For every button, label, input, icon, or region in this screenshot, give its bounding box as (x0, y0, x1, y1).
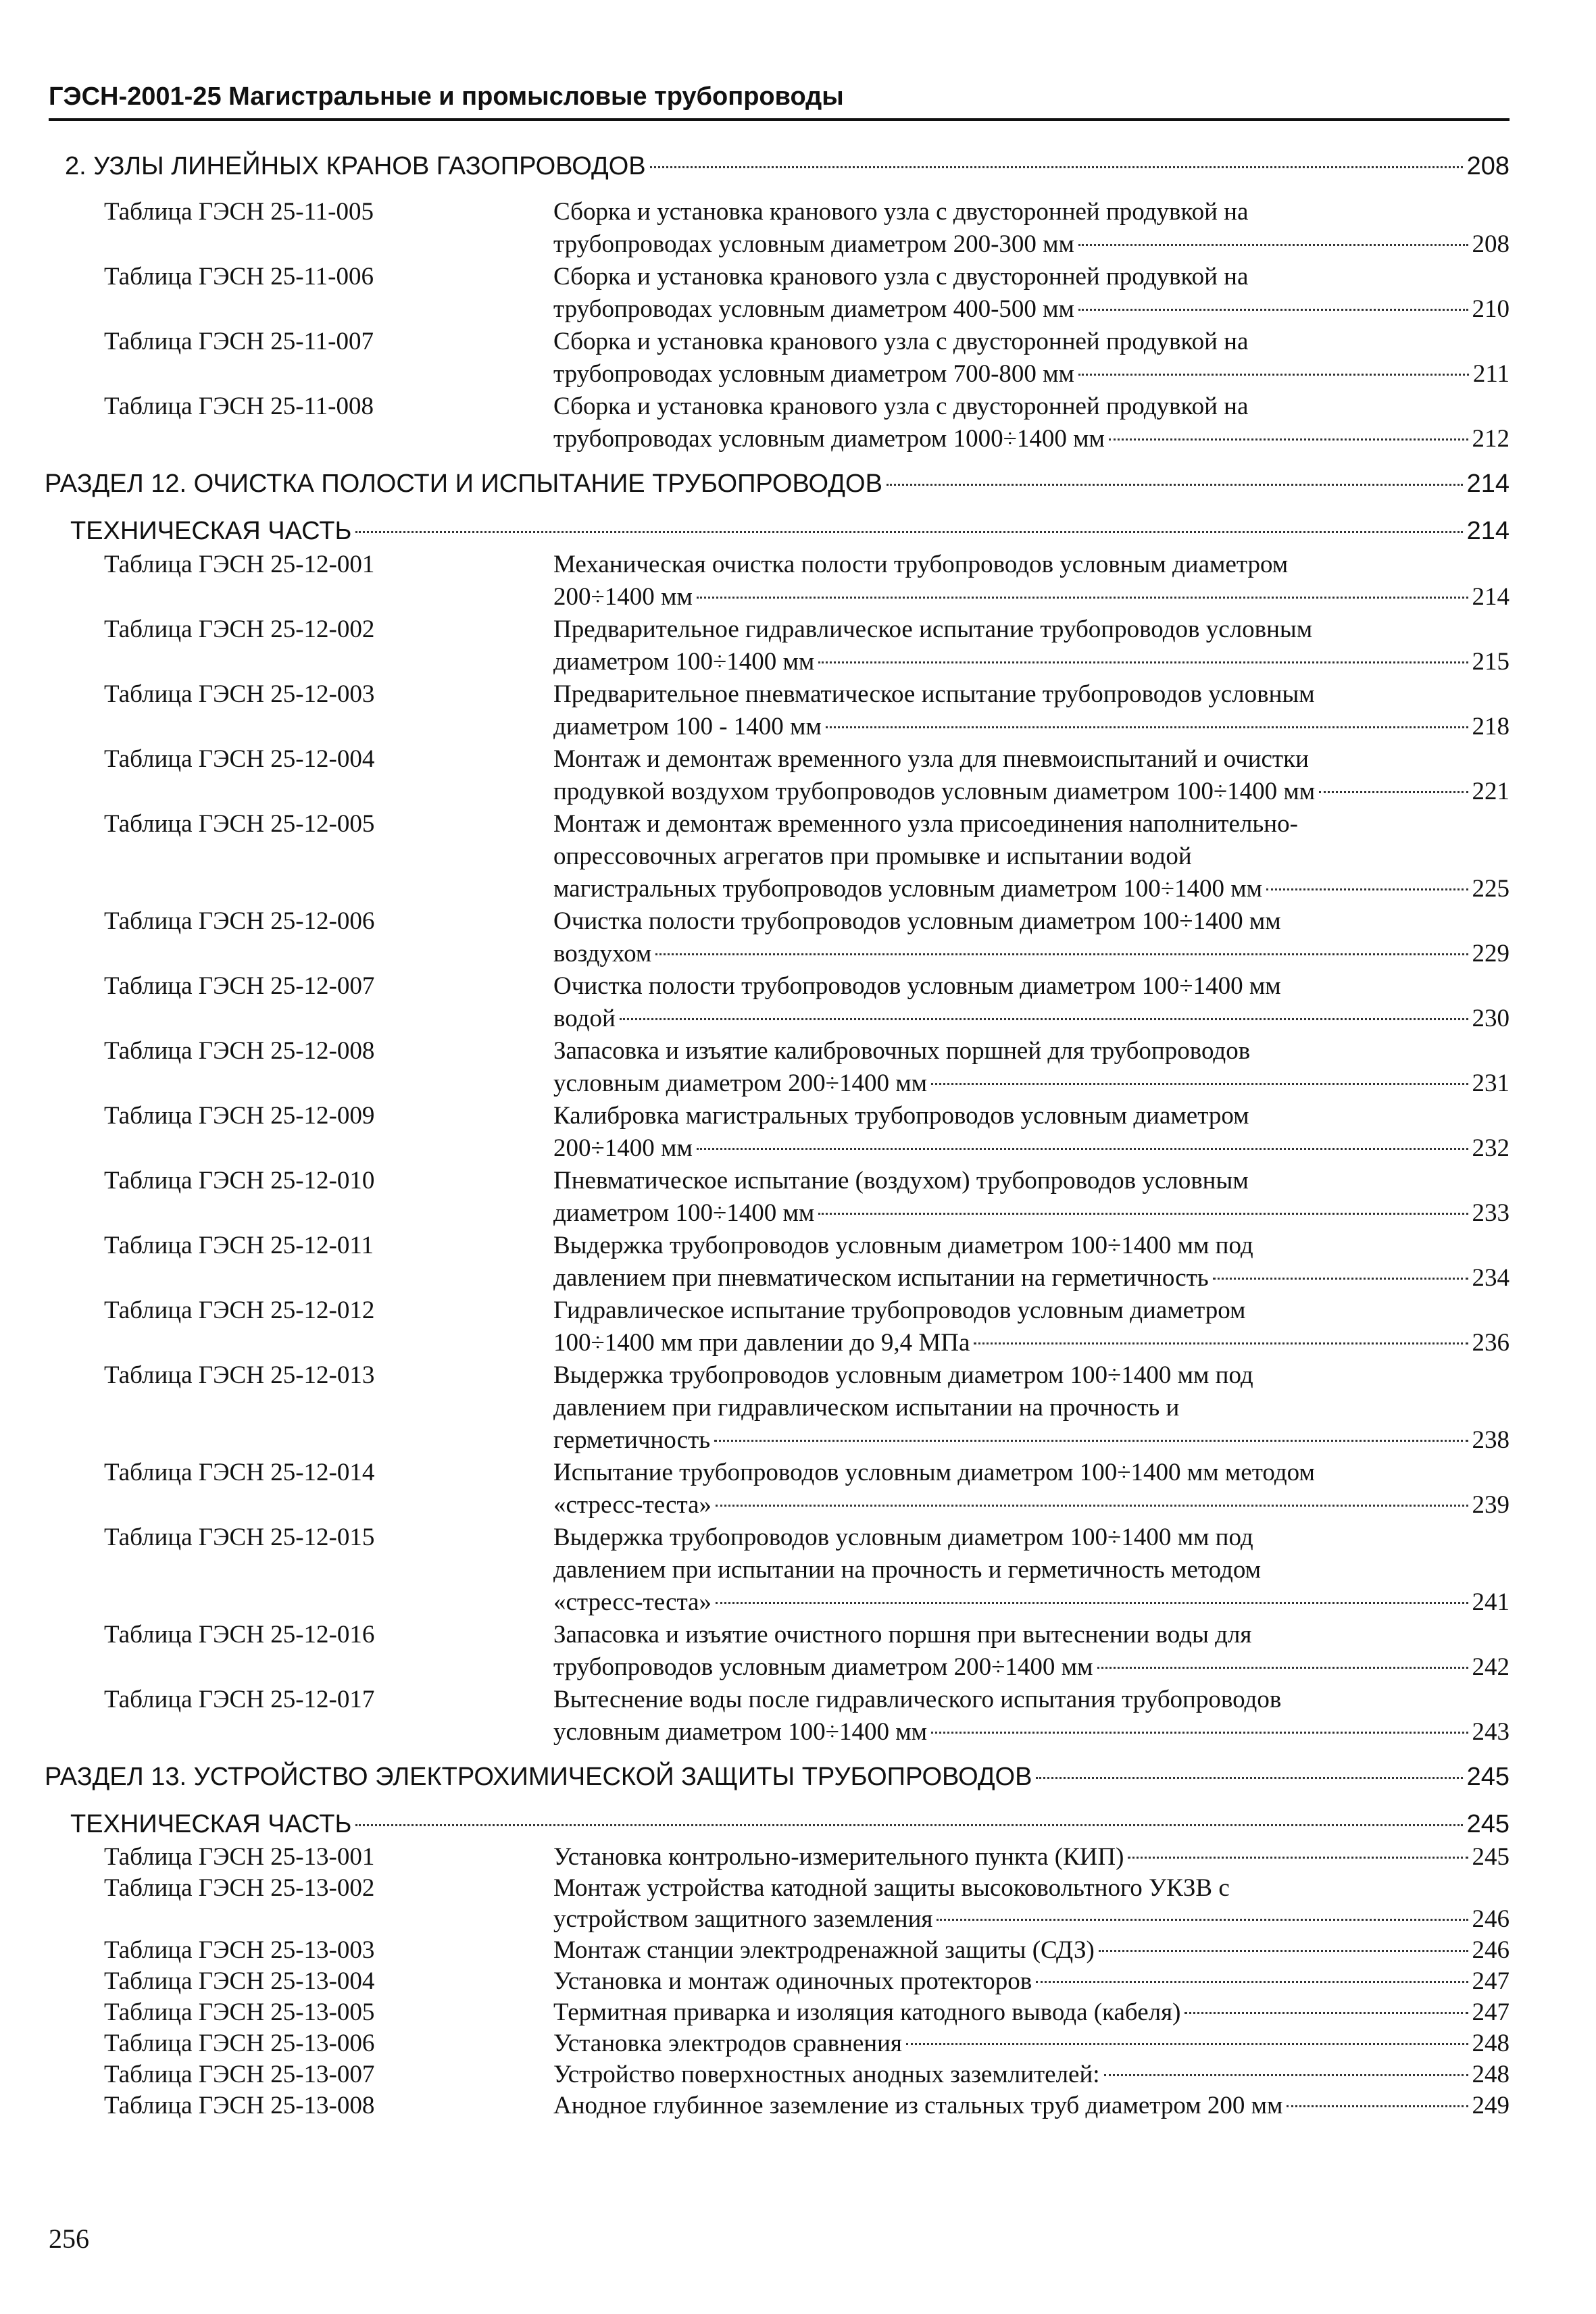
page-ref: 231 (1472, 1070, 1510, 1097)
dot-leader (620, 1018, 1468, 1020)
entry-description (553, 2028, 1510, 2059)
table-code: Таблица ГЭСН 25-13-008 (104, 2092, 375, 2119)
description-line: Предварительное пневматическое испытание трубопроводов условным (553, 680, 1315, 708)
description-last-line (553, 228, 1510, 261)
technical-part-title: ТЕХНИЧЕСКАЯ ЧАСТЬ (70, 517, 352, 545)
toc-technical-part-13[interactable] (70, 1808, 1510, 1840)
entry-description (553, 1842, 1510, 1873)
description-line: давлением при гидравлическом испытании на прочность и (553, 1394, 1180, 1422)
toc-entry[interactable] (70, 2059, 1510, 2090)
table-code: Таблица ГЭСН 25-12-005 (104, 810, 375, 838)
entry-description (553, 808, 1510, 905)
toc-entry[interactable] (70, 2028, 1510, 2059)
page-ref: 246 (1472, 1936, 1510, 1964)
dot-leader (355, 1824, 1462, 1826)
table-code: Таблица ГЭСН 25-13-004 (104, 1967, 375, 1995)
description-line: 200÷1400 мм (553, 1134, 693, 1162)
page-ref: 241 (1472, 1588, 1510, 1616)
toc-entry[interactable] (70, 613, 1510, 678)
dot-leader (1184, 2012, 1468, 2014)
description-line: Установка и монтаж одиночных протекторов (553, 1967, 1032, 1995)
dot-leader (931, 1732, 1468, 1734)
description-line: Термитная приварка и изоляция катодного вывода (кабеля) (553, 1998, 1181, 2026)
table-code: Таблица ГЭСН 25-13-007 (104, 2061, 375, 2088)
toc-entry[interactable] (70, 970, 1510, 1035)
description-line: Установка контрольно-измерительного пункта (КИП) (553, 1843, 1124, 1871)
description-last-line (553, 711, 1510, 743)
dot-leader (1099, 1950, 1468, 1952)
table-code: Таблица ГЭСН 25-12-013 (104, 1361, 375, 1389)
description-last-line (553, 1651, 1510, 1684)
description-line: Механическая очистка полости трубопроводов условным диаметром (553, 551, 1289, 578)
dot-leader (1036, 1777, 1462, 1779)
description-line: 100÷1400 мм при давлении до 9,4 МПа (553, 1329, 970, 1357)
description-last-line (553, 1262, 1510, 1294)
dot-leader (931, 1083, 1468, 1085)
table-code: Таблица ГЭСН 25-12-017 (104, 1686, 375, 1713)
table-code: Таблица ГЭСН 25-13-001 (104, 1843, 375, 1871)
entry-description (553, 1619, 1510, 1684)
dot-leader (1036, 1981, 1468, 1983)
description-line: Запасовка и изъятие очистного поршня при вытеснении воды для (553, 1621, 1252, 1649)
page-ref: 211 (1472, 360, 1510, 388)
dot-leader (697, 1148, 1468, 1150)
description-line: Выдержка трубопроводов условным диаметром 100÷1400 мм под (553, 1361, 1253, 1389)
section-title: 2. УЗЛЫ ЛИНЕЙНЫХ КРАНОВ ГАЗОПРОВОДОВ (65, 152, 646, 180)
description-line: Очистка полости трубопроводов условным диаметром 100÷1400 мм (553, 972, 1281, 1000)
entry-description (553, 1684, 1510, 1749)
table-code: Таблица ГЭСН 25-12-001 (104, 551, 375, 578)
page-ref: 221 (1472, 778, 1510, 805)
description-last-line (553, 1327, 1510, 1359)
page-ref: 215 (1472, 648, 1510, 676)
page-ref: 208 (1466, 152, 1510, 180)
page-ref: 239 (1472, 1491, 1510, 1519)
description-last-line (553, 1935, 1510, 1966)
table-code: Таблица ГЭСН 25-12-002 (104, 615, 375, 643)
dot-leader (655, 953, 1468, 955)
toc-section-13[interactable] (45, 1761, 1510, 1793)
description-last-line (553, 873, 1510, 905)
dot-leader (1109, 438, 1468, 441)
entry-description (553, 1359, 1510, 1457)
table-code: Таблица ГЭСН 25-12-011 (104, 1232, 374, 1259)
description-line: Предварительное гидравлическое испытание трубопроводов условным (553, 615, 1313, 643)
description-line: Пневматическое испытание (воздухом) трубопроводов условным (553, 1167, 1249, 1194)
description-last-line (553, 1716, 1510, 1749)
description-line: условным диаметром 200÷1400 мм (553, 1070, 928, 1097)
entry-description (553, 970, 1510, 1035)
dot-leader (716, 1505, 1468, 1507)
description-line: диаметром 100÷1400 мм (553, 648, 815, 676)
toc-entry[interactable] (70, 1100, 1510, 1165)
entry-description (553, 678, 1510, 743)
dot-leader (887, 484, 1463, 486)
page-ref: 212 (1472, 425, 1510, 453)
dot-leader (714, 1440, 1468, 1442)
toc-entry[interactable] (70, 261, 1510, 326)
description-last-line (553, 423, 1510, 455)
page-ref: 245 (1466, 1763, 1510, 1791)
description-line: Сборка и установка кранового узла с двусторонней продувкой на (553, 328, 1249, 355)
toc-entry[interactable] (70, 1294, 1510, 1359)
description-line: «стресс-теста» (553, 1588, 712, 1616)
dot-leader (974, 1342, 1468, 1344)
description-line: трубопроводах условным диаметром 400-500 мм (553, 295, 1074, 323)
description-line: Монтаж и демонтаж временного узла для пневмоиспытаний и очистки (553, 745, 1309, 773)
description-last-line (553, 1586, 1510, 1619)
entry-description (553, 1873, 1510, 1935)
table-code: Таблица ГЭСН 25-12-012 (104, 1297, 375, 1324)
toc-entry[interactable] (70, 1966, 1510, 1997)
description-line: Сборка и установка кранового узла с двусторонней продувкой на (553, 198, 1249, 226)
description-line: Установка электродов сравнения (553, 2030, 902, 2057)
page-ref: 247 (1472, 1967, 1510, 1995)
table-of-contents (45, 150, 1510, 2121)
entry-description (553, 391, 1510, 455)
entry-description (553, 196, 1510, 261)
description-line: Монтаж и демонтаж временного узла присоединения наполнительно- (553, 810, 1298, 838)
page-ref: 246 (1472, 1905, 1510, 1933)
page-ref: 243 (1472, 1718, 1510, 1746)
page-ref: 233 (1472, 1199, 1510, 1227)
toc-entry[interactable] (70, 1457, 1510, 1521)
table-code: Таблица ГЭСН 25-12-007 (104, 972, 375, 1000)
description-line: диаметром 100÷1400 мм (553, 1199, 815, 1227)
entry-description (553, 1100, 1510, 1165)
toc-entry[interactable] (70, 2090, 1510, 2121)
description-last-line (553, 581, 1510, 613)
description-line: давлением при испытании на прочность и герметичность методом (553, 1556, 1262, 1584)
page-number: 256 (49, 2223, 89, 2254)
description-line: Анодное глубинное заземление из стальных труб диаметром 200 мм (553, 2092, 1283, 2119)
entry-description (553, 743, 1510, 808)
dot-leader (355, 531, 1462, 533)
description-line: Вытеснение воды после гидравлического испытания трубопроводов (553, 1686, 1282, 1713)
page-ref: 214 (1466, 517, 1510, 545)
toc-entry[interactable] (70, 326, 1510, 391)
table-code: Таблица ГЭСН 25-12-015 (104, 1524, 375, 1551)
description-last-line (553, 938, 1510, 970)
table-code: Таблица ГЭСН 25-11-006 (104, 263, 374, 291)
description-last-line (553, 2028, 1510, 2059)
table-code: Таблица ГЭСН 25-12-008 (104, 1037, 375, 1065)
entry-description (553, 1997, 1510, 2028)
page-ref: 245 (1466, 1810, 1510, 1838)
running-header: ГЭСН-2001-25 Магистральные и промысловые трубопроводы (49, 82, 1510, 121)
entry-description (553, 1035, 1510, 1100)
entry-description (553, 1935, 1510, 1966)
description-line: диаметром 100 - 1400 мм (553, 713, 822, 740)
table-code: Таблица ГЭСН 25-12-003 (104, 680, 375, 708)
description-last-line (553, 293, 1510, 326)
dot-leader (697, 597, 1468, 599)
description-line: «стресс-теста» (553, 1491, 712, 1519)
dot-leader (818, 661, 1468, 663)
entry-description (553, 905, 1510, 970)
toc-list-section-13 (70, 1842, 1510, 2121)
dot-leader (906, 2043, 1468, 2045)
page-ref: 247 (1472, 1998, 1510, 2026)
table-code: Таблица ГЭСН 25-12-006 (104, 907, 375, 935)
toc-entry[interactable] (70, 1997, 1510, 2028)
page-ref: 245 (1472, 1843, 1510, 1871)
entry-description (553, 549, 1510, 613)
toc-entry[interactable] (70, 1230, 1510, 1294)
page-ref: 242 (1472, 1653, 1510, 1681)
dot-leader (1097, 1667, 1468, 1669)
dot-leader (1078, 309, 1468, 311)
dot-leader (937, 1919, 1468, 1921)
table-code: Таблица ГЭСН 25-11-007 (104, 328, 374, 355)
dot-leader (1213, 1278, 1468, 1280)
page-ref: 225 (1472, 875, 1510, 903)
toc-entry[interactable] (70, 196, 1510, 261)
toc-entry[interactable] (70, 1521, 1510, 1619)
description-line: трубопроводах условным диаметром 700-800 мм (553, 360, 1074, 388)
table-code: Таблица ГЭСН 25-12-009 (104, 1102, 375, 1130)
description-last-line (553, 776, 1510, 808)
entry-description (553, 261, 1510, 326)
description-line: магистральных трубопроводов условным диаметром 100÷1400 мм (553, 875, 1263, 903)
description-line: Очистка полости трубопроводов условным диаметром 100÷1400 мм (553, 907, 1281, 935)
description-line: трубопроводах условным диаметром 200-300 мм (553, 230, 1074, 258)
toc-entry[interactable] (70, 391, 1510, 455)
entry-description (553, 1165, 1510, 1230)
toc-entry[interactable] (70, 678, 1510, 743)
page-ref: 248 (1472, 2030, 1510, 2057)
page-ref: 210 (1472, 295, 1510, 323)
table-code: Таблица ГЭСН 25-12-014 (104, 1459, 375, 1486)
table-code: Таблица ГЭСН 25-13-006 (104, 2030, 375, 2057)
toc-entry[interactable] (70, 905, 1510, 970)
table-code: Таблица ГЭСН 25-12-004 (104, 745, 375, 773)
page-ref: 249 (1472, 2092, 1510, 2119)
toc-entry[interactable] (70, 1684, 1510, 1749)
description-last-line (553, 646, 1510, 678)
toc-entry[interactable] (70, 1873, 1510, 1935)
toc-entry[interactable] (70, 1842, 1510, 1873)
table-code: Таблица ГЭСН 25-11-005 (104, 198, 374, 226)
dot-leader (716, 1602, 1468, 1604)
toc-entry[interactable] (70, 808, 1510, 905)
dot-leader (826, 726, 1468, 728)
description-line: Монтаж устройства катодной защиты высоковольтного УКЗВ с (553, 1874, 1230, 1902)
page-ref: 229 (1472, 940, 1510, 967)
entry-description (553, 2090, 1510, 2121)
dot-leader (650, 166, 1463, 168)
dot-leader (1266, 888, 1468, 890)
table-code: Таблица ГЭСН 25-12-016 (104, 1621, 375, 1649)
page-ref: 238 (1472, 1426, 1510, 1454)
description-line: Выдержка трубопроводов условным диаметром 100÷1400 мм под (553, 1524, 1253, 1551)
entry-description (553, 1521, 1510, 1619)
description-last-line (553, 2090, 1510, 2121)
description-line: продувкой воздухом трубопроводов условным диаметром 100÷1400 мм (553, 778, 1316, 805)
description-last-line (553, 1132, 1510, 1165)
description-last-line (553, 1997, 1510, 2028)
entry-description (553, 1457, 1510, 1521)
description-line: Сборка и установка кранового узла с двусторонней продувкой на (553, 263, 1249, 291)
page-ref: 230 (1472, 1005, 1510, 1032)
toc-entry[interactable] (70, 1359, 1510, 1457)
description-line: Калибровка магистральных трубопроводов условным диаметром (553, 1102, 1249, 1130)
table-code: Таблица ГЭСН 25-13-003 (104, 1936, 375, 1964)
description-line: Гидравлическое испытание трубопроводов условным диаметром (553, 1297, 1246, 1324)
dot-leader (1319, 791, 1468, 793)
description-last-line (553, 1966, 1510, 1997)
dot-leader (1078, 374, 1469, 376)
page-ref: 234 (1472, 1264, 1510, 1292)
toc-entry[interactable] (70, 743, 1510, 808)
description-line: Испытание трубопроводов условным диаметром 100÷1400 мм методом (553, 1459, 1315, 1486)
toc-section-12[interactable] (45, 468, 1510, 500)
toc-technical-part-12[interactable] (70, 515, 1510, 547)
description-line: 200÷1400 мм (553, 583, 693, 611)
toc-entry[interactable] (70, 1165, 1510, 1230)
table-code: Таблица ГЭСН 25-13-005 (104, 1998, 375, 2026)
toc-entry[interactable] (70, 1935, 1510, 1966)
entry-description (553, 1294, 1510, 1359)
description-last-line (553, 1842, 1510, 1873)
description-line: Выдержка трубопроводов условным диаметром 100÷1400 мм под (553, 1232, 1253, 1259)
dot-leader (1287, 2105, 1468, 2107)
description-last-line (553, 1489, 1510, 1521)
page-ref: 218 (1472, 713, 1510, 740)
toc-entry[interactable] (70, 1035, 1510, 1100)
page-ref: 208 (1472, 230, 1510, 258)
dot-leader (1078, 244, 1468, 246)
description-line: устройством защитного заземления (553, 1905, 933, 1933)
description-line: Устройство поверхностных анодных заземлителей: (553, 2061, 1100, 2088)
entry-description (553, 613, 1510, 678)
dot-leader (818, 1213, 1468, 1215)
entry-description (553, 326, 1510, 391)
description-last-line (553, 358, 1510, 391)
entry-description (553, 1966, 1510, 1997)
description-line: опрессовочных агрегатов при промывке и испытании водой (553, 842, 1192, 870)
toc-entry[interactable] (70, 1619, 1510, 1684)
description-last-line (553, 1904, 1510, 1935)
section-title: РАЗДЕЛ 13. УСТРОЙСТВО ЭЛЕКТРОХИМИЧЕСКОЙ ЗАЩИТЫ ТРУБОПРОВОДОВ (45, 1763, 1032, 1791)
description-last-line (553, 1424, 1510, 1457)
description-line: условным диаметром 100÷1400 мм (553, 1718, 928, 1746)
description-last-line (553, 1003, 1510, 1035)
toc-list-section-12 (70, 549, 1510, 1749)
description-line: трубопроводах условным диаметром 1000÷1400 мм (553, 425, 1105, 453)
description-line: давлением при пневматическом испытании на герметичность (553, 1264, 1209, 1292)
description-line: Запасовка и изъятие калибровочных поршней для трубопроводов (553, 1037, 1251, 1065)
table-code: Таблица ГЭСН 25-11-008 (104, 393, 374, 420)
dot-leader (1104, 2074, 1468, 2076)
page-ref: 232 (1472, 1134, 1510, 1162)
description-line: водой (553, 1005, 616, 1032)
description-line: воздухом (553, 940, 652, 967)
description-line: герметичность (553, 1426, 711, 1454)
toc-section-2[interactable] (65, 150, 1510, 182)
toc-list-section-11 (70, 196, 1510, 455)
dot-leader (1128, 1857, 1468, 1859)
toc-entry[interactable] (70, 549, 1510, 613)
page-ref: 214 (1472, 583, 1510, 611)
table-code: Таблица ГЭСН 25-13-002 (104, 1874, 375, 1902)
description-last-line (553, 1197, 1510, 1230)
description-last-line (553, 2059, 1510, 2090)
page-ref: 236 (1472, 1329, 1510, 1357)
table-code: Таблица ГЭСН 25-12-010 (104, 1167, 375, 1194)
description-line: Монтаж станции электродренажной защиты (СДЗ) (553, 1936, 1095, 1964)
description-line: трубопроводов условным диаметром 200÷1400 мм (553, 1653, 1093, 1681)
page-ref: 248 (1472, 2061, 1510, 2088)
description-last-line (553, 1067, 1510, 1100)
entry-description (553, 1230, 1510, 1294)
description-line: Сборка и установка кранового узла с двусторонней продувкой на (553, 393, 1249, 420)
entry-description (553, 2059, 1510, 2090)
section-title: РАЗДЕЛ 12. ОЧИСТКА ПОЛОСТИ И ИСПЫТАНИЕ ТРУБОПРОВОДОВ (45, 470, 882, 498)
technical-part-title: ТЕХНИЧЕСКАЯ ЧАСТЬ (70, 1810, 352, 1838)
page-ref: 214 (1466, 470, 1510, 498)
